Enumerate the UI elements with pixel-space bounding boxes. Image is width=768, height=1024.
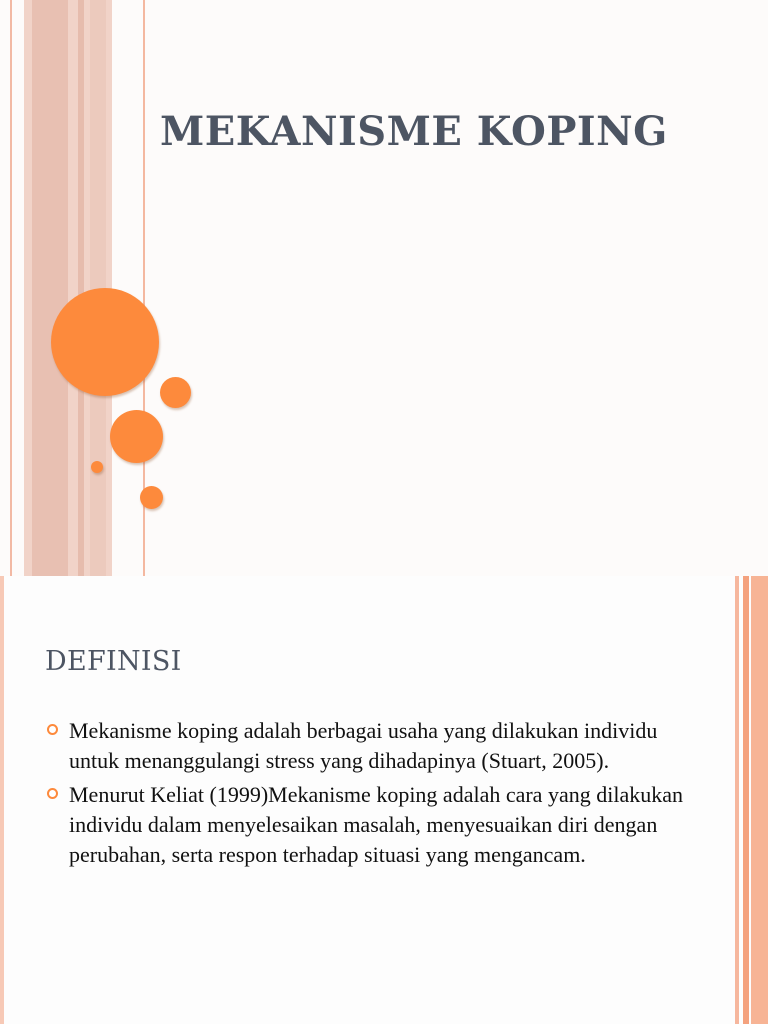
decorative-band <box>78 0 84 576</box>
decorative-circle-medium <box>110 410 163 463</box>
decorative-circle-small <box>160 377 191 408</box>
decorative-circle-tiny <box>91 461 103 473</box>
orange-ring-bullet-icon <box>47 724 58 735</box>
slide-title: MEKANISME KOPING <box>160 108 668 155</box>
decorative-band <box>10 0 12 576</box>
decorative-band <box>32 0 68 576</box>
orange-ring-bullet-icon <box>47 788 58 799</box>
decorative-circle-small <box>140 486 163 509</box>
decorative-band <box>0 576 4 1024</box>
bullet-list <box>45 716 705 874</box>
bullet-item <box>45 780 705 870</box>
bullet-item <box>45 716 705 776</box>
decorative-circle-large <box>51 288 159 396</box>
decorative-band <box>743 576 749 1024</box>
definition-slide <box>0 576 768 1024</box>
decorative-band <box>735 576 739 1024</box>
bullet-text: Mekanisme koping adalah berbagai usaha yang dilakukan individu untuk menanggulangi stress yang dihadapinya (Stuart, 2005). <box>69 718 658 773</box>
slide-heading: DEFINISI <box>45 646 182 677</box>
bullet-text: Menurut Keliat (1999)Mekanisme koping adalah cara yang dilakukan individu dalam menyelesaikan masalah, menyesuaikan diri dengan perubahan, serta respon terhadap situasi yang mengancam. <box>69 782 683 867</box>
decorative-band <box>751 576 768 1024</box>
